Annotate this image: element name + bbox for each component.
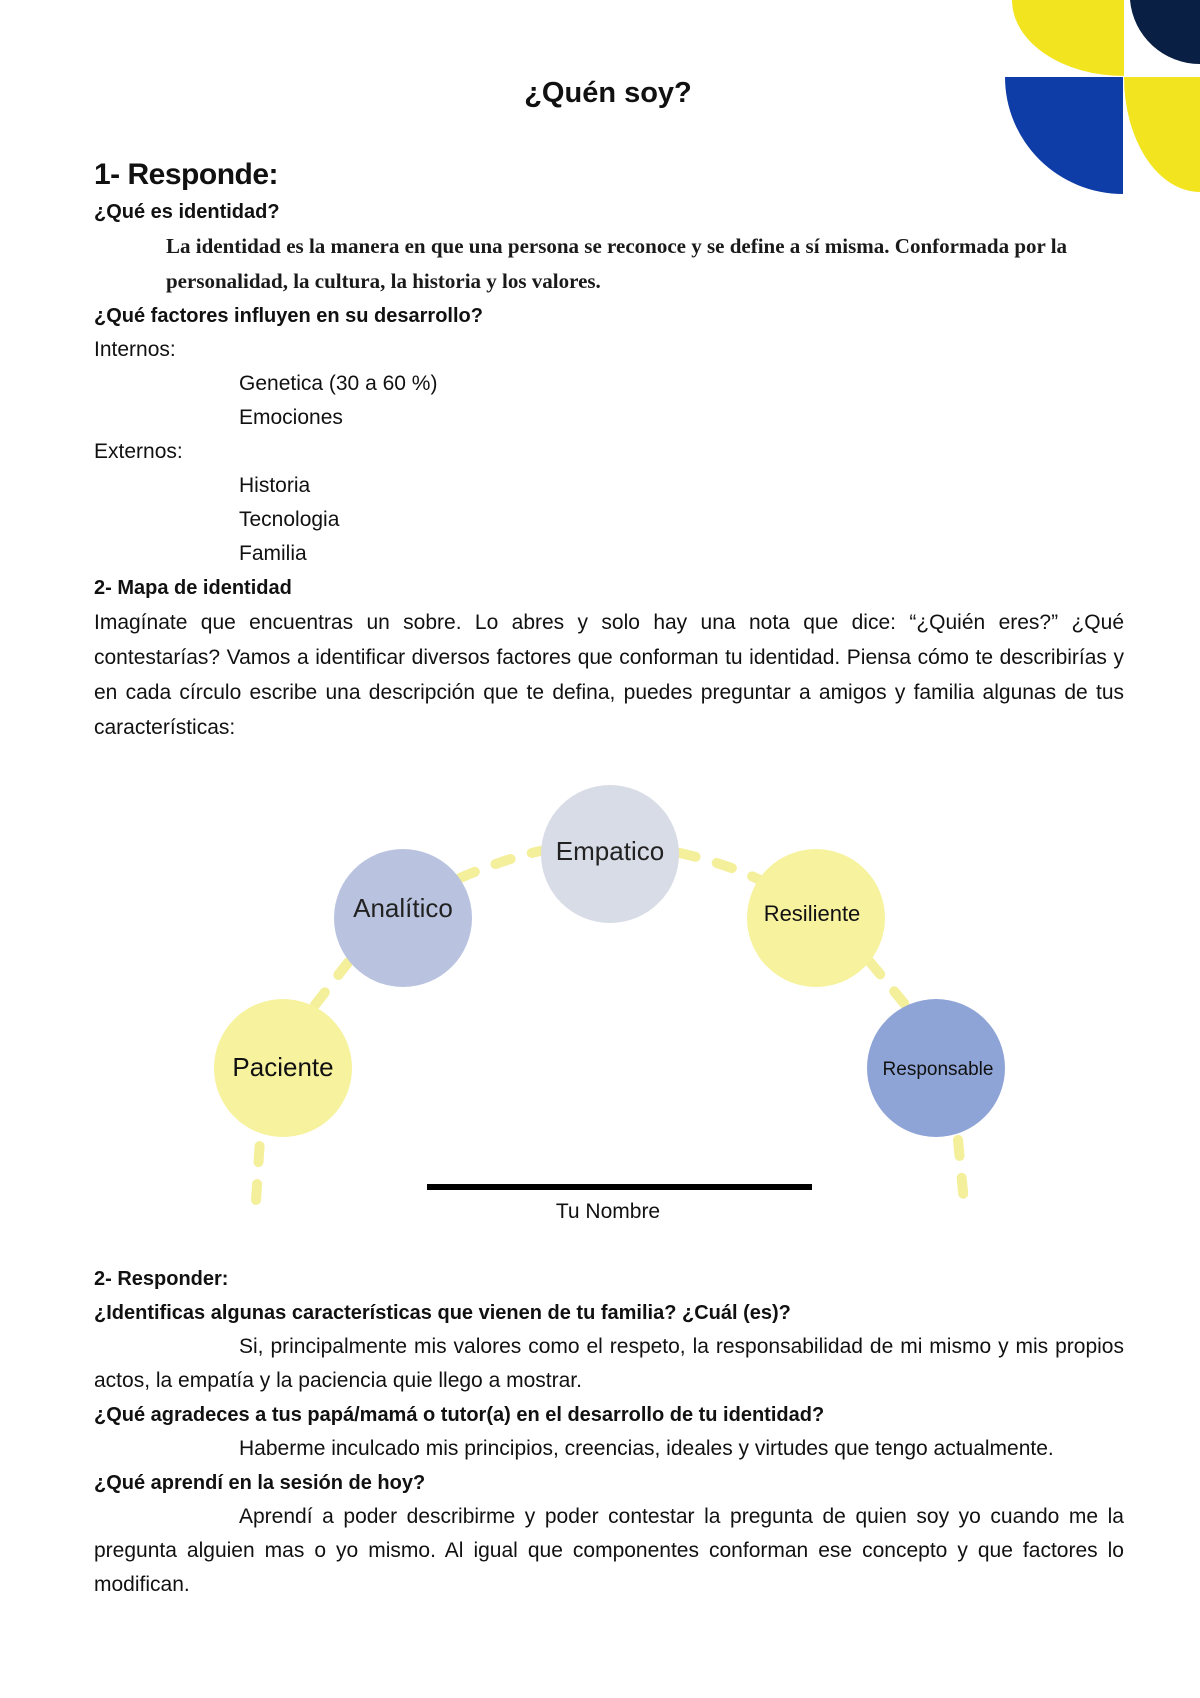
identity-map-diagram (0, 760, 1200, 1240)
section2-heading: 2- Responder: (94, 1268, 229, 1290)
question-family-traits: ¿Identificas algunas características que vienen de tu familia? ¿Cuál (es)? (94, 1302, 791, 1324)
section-responde (94, 157, 1124, 745)
internal-item: Genetica (30 a 60 %) (239, 372, 438, 395)
arc-segment (256, 1140, 260, 1200)
arc-segment (680, 853, 760, 880)
section1-heading: 1- Responde: (94, 158, 279, 191)
question-gratitude: ¿Qué agradeces a tus papá/mamá o tutor(a) en el desarrollo de tu identidad? (94, 1404, 825, 1426)
arc-segment (315, 960, 350, 1005)
arc-segment (958, 1140, 964, 1202)
question-identity: ¿Qué es identidad? (94, 201, 280, 223)
circle-empatico (541, 785, 679, 923)
answer-identity: La identidad es la manera en que una persona se reconoce y se define a sí misma. Conformada por la personalidad, la cultura, la historia y los valores. (166, 234, 1068, 293)
internal-label: Internos: (94, 338, 176, 361)
yellow-quarter-shape (1012, 0, 1124, 76)
map-instructions: Imagínate que encuentras un sobre. Lo abres y solo hay una nota que dice: “¿Quién eres?” ¿Qué contestarías? Vamos a identificar diversos factores que conforman tu identidad. Piensa cómo te describirías y en cada círculo escribe una descripción que te defina, puedes preguntar a amigos y familia algunas de tus características: (94, 611, 1124, 739)
navy-quarter-shape (1130, 0, 1200, 64)
answer-gratitude: Haberme inculcado mis principios, creencias, ideales y virtudes que tengo actualmente. (239, 1437, 1054, 1460)
answer-learned: Aprendí a poder describirme y poder contestar la pregunta de quien soy yo cuando me la pregunta alguien mas o yo mismo. Al igual que componentes conforman ese concepto y que factores lo modifican. (94, 1505, 1124, 1596)
circle-label-paciente: Paciente (232, 1052, 334, 1082)
external-item: Historia (239, 474, 311, 497)
internal-item: Emociones (239, 406, 343, 429)
external-label: Externos: (94, 440, 183, 463)
circle-label-empatico: Empatico (555, 836, 665, 866)
circle-label-analitico: Analítico (353, 893, 453, 923)
question-learned: ¿Qué aprendí en la sesión de hoy? (94, 1472, 426, 1494)
arc-segment (460, 850, 545, 878)
map-heading: 2- Mapa de identidad (94, 577, 292, 599)
answer-family-traits: Si, principalmente mis valores como el respeto, la responsabilidad de mi mismo y mis propios actos, la empatía y la paciencia quie llego a mostrar. (94, 1335, 1124, 1392)
external-item: Familia (239, 542, 307, 565)
page-title: ¿Quén soy? (524, 77, 692, 109)
section-responder (94, 1262, 1124, 1602)
circle-label-resiliente: Resiliente (763, 901, 861, 926)
circle-paciente (214, 999, 352, 1137)
external-item: Tecnologia (239, 508, 340, 531)
name-label: Tu Nombre (555, 1200, 661, 1223)
circle-responsable (867, 999, 1005, 1137)
arc-segment (870, 962, 908, 1008)
circle-label-responsable: Responsable (882, 1059, 994, 1080)
question-factors: ¿Qué factores influyen en su desarrollo? (94, 305, 483, 327)
circle-analitico (334, 849, 472, 987)
circle-resiliente (747, 849, 885, 987)
